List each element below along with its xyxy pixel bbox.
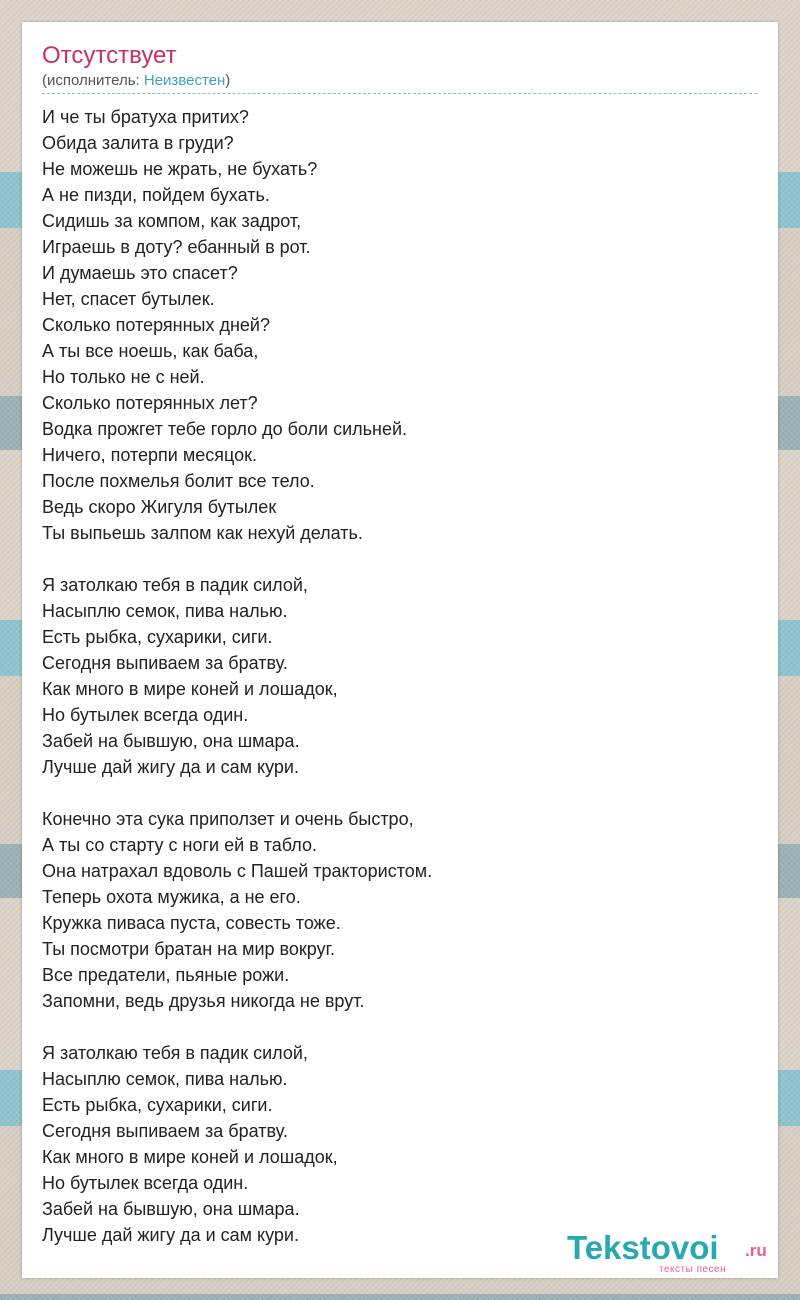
stanza-break	[42, 780, 757, 806]
lyric-line: Есть рыбка, сухарики, сиги.	[42, 1095, 273, 1115]
lyric-line: Не можешь не жрать, не бухать?	[42, 159, 318, 179]
lyric-line: Все предатели, пьяные рожи.	[42, 965, 290, 985]
site-logo[interactable]	[567, 1230, 772, 1280]
logo-tagline: тексты песен	[659, 1264, 727, 1275]
lyric-line: Сегодня выпиваем за братву.	[42, 1121, 288, 1141]
title-divider	[42, 93, 757, 94]
lyric-line: Но бутылек всегда один.	[42, 705, 249, 725]
lyric-line: А ты со старту с ноги ей в табло.	[42, 835, 317, 855]
lyric-line: Лучше дай жигу да и сам кури.	[42, 757, 299, 777]
lyrics-text	[42, 104, 757, 1248]
lyric-line: Забей на бывшую, она шмара.	[42, 731, 300, 751]
lyric-line: Кружка пиваса пуста, совесть тоже.	[42, 913, 341, 933]
lyric-line: И че ты братуха притих?	[42, 107, 249, 127]
lyric-line: Запомни, ведь друзья никогда не врут.	[42, 991, 365, 1011]
logo-wordmark: Tekstovoi	[567, 1229, 719, 1266]
lyric-line: Ничего, потерпи месяцок.	[42, 445, 257, 465]
lyric-line: Но бутылек всегда один.	[42, 1173, 249, 1193]
lyric-line: Ты посмотри братан на мир вокруг.	[42, 939, 335, 959]
lyric-line: Я затолкаю тебя в падик силой,	[42, 1043, 308, 1063]
lyric-line: Я затолкаю тебя в падик силой,	[42, 575, 308, 595]
lyric-line: Насыплю семок, пива налью.	[42, 601, 288, 621]
lyric-line: Водка прожгет тебе горло до боли сильней.	[42, 419, 408, 439]
logo-domain-suffix: .ru	[745, 1241, 767, 1260]
lyric-line: Она натрахал вдоволь с Пашей трактористом.	[42, 861, 433, 881]
artist-prefix: (исполнитель:	[42, 72, 144, 89]
lyric-line: Лучше дай жигу да и сам кури.	[42, 1225, 299, 1245]
lyric-line: После похмелья болит все тело.	[42, 471, 315, 491]
stanza-break	[42, 1014, 757, 1040]
lyric-line: Конечно эта сука приползет и очень быстро,	[42, 809, 414, 829]
lyric-line: Но только не с ней.	[42, 367, 205, 387]
artist-link[interactable]: Неизвестен	[143, 72, 226, 89]
lyric-line: Ведь скоро Жигуля бутылек	[42, 497, 277, 517]
artist-line	[42, 72, 230, 90]
lyric-line: Играешь в доту? ебанный в рот.	[42, 237, 311, 257]
lyric-line: А ты все ноешь, как баба,	[42, 341, 259, 361]
lyric-line: Сколько потерянных дней?	[42, 315, 270, 335]
lyric-line: Насыплю семок, пива налью.	[42, 1069, 288, 1089]
lyric-line: А не пизди, пойдем бухать.	[42, 185, 270, 205]
lyric-line: Есть рыбка, сухарики, сиги.	[42, 627, 273, 647]
lyrics-card	[22, 22, 778, 1278]
lyric-line: Ты выпьешь залпом как нехуй делать.	[42, 523, 363, 543]
lyric-line: Сколько потерянных лет?	[42, 393, 258, 413]
lyric-line: Нет, спасет бутылек.	[42, 289, 215, 309]
lyric-line: Забей на бывшую, она шмара.	[42, 1199, 300, 1219]
lyric-line: Как много в мире коней и лошадок,	[42, 1147, 338, 1167]
lyric-line: Сегодня выпиваем за братву.	[42, 653, 288, 673]
lyric-line: Сидишь за компом, как задрот,	[42, 211, 302, 231]
lyric-line: Обида залита в груди?	[42, 133, 234, 153]
artist-suffix: )	[225, 72, 231, 89]
lyric-line: Как много в мире коней и лошадок,	[42, 679, 338, 699]
lyric-line: И думаешь это спасет?	[42, 263, 238, 283]
stanza-break	[42, 546, 757, 572]
song-title: Отсутствует	[42, 42, 177, 69]
lyric-line: Теперь охота мужика, а не его.	[42, 887, 301, 907]
